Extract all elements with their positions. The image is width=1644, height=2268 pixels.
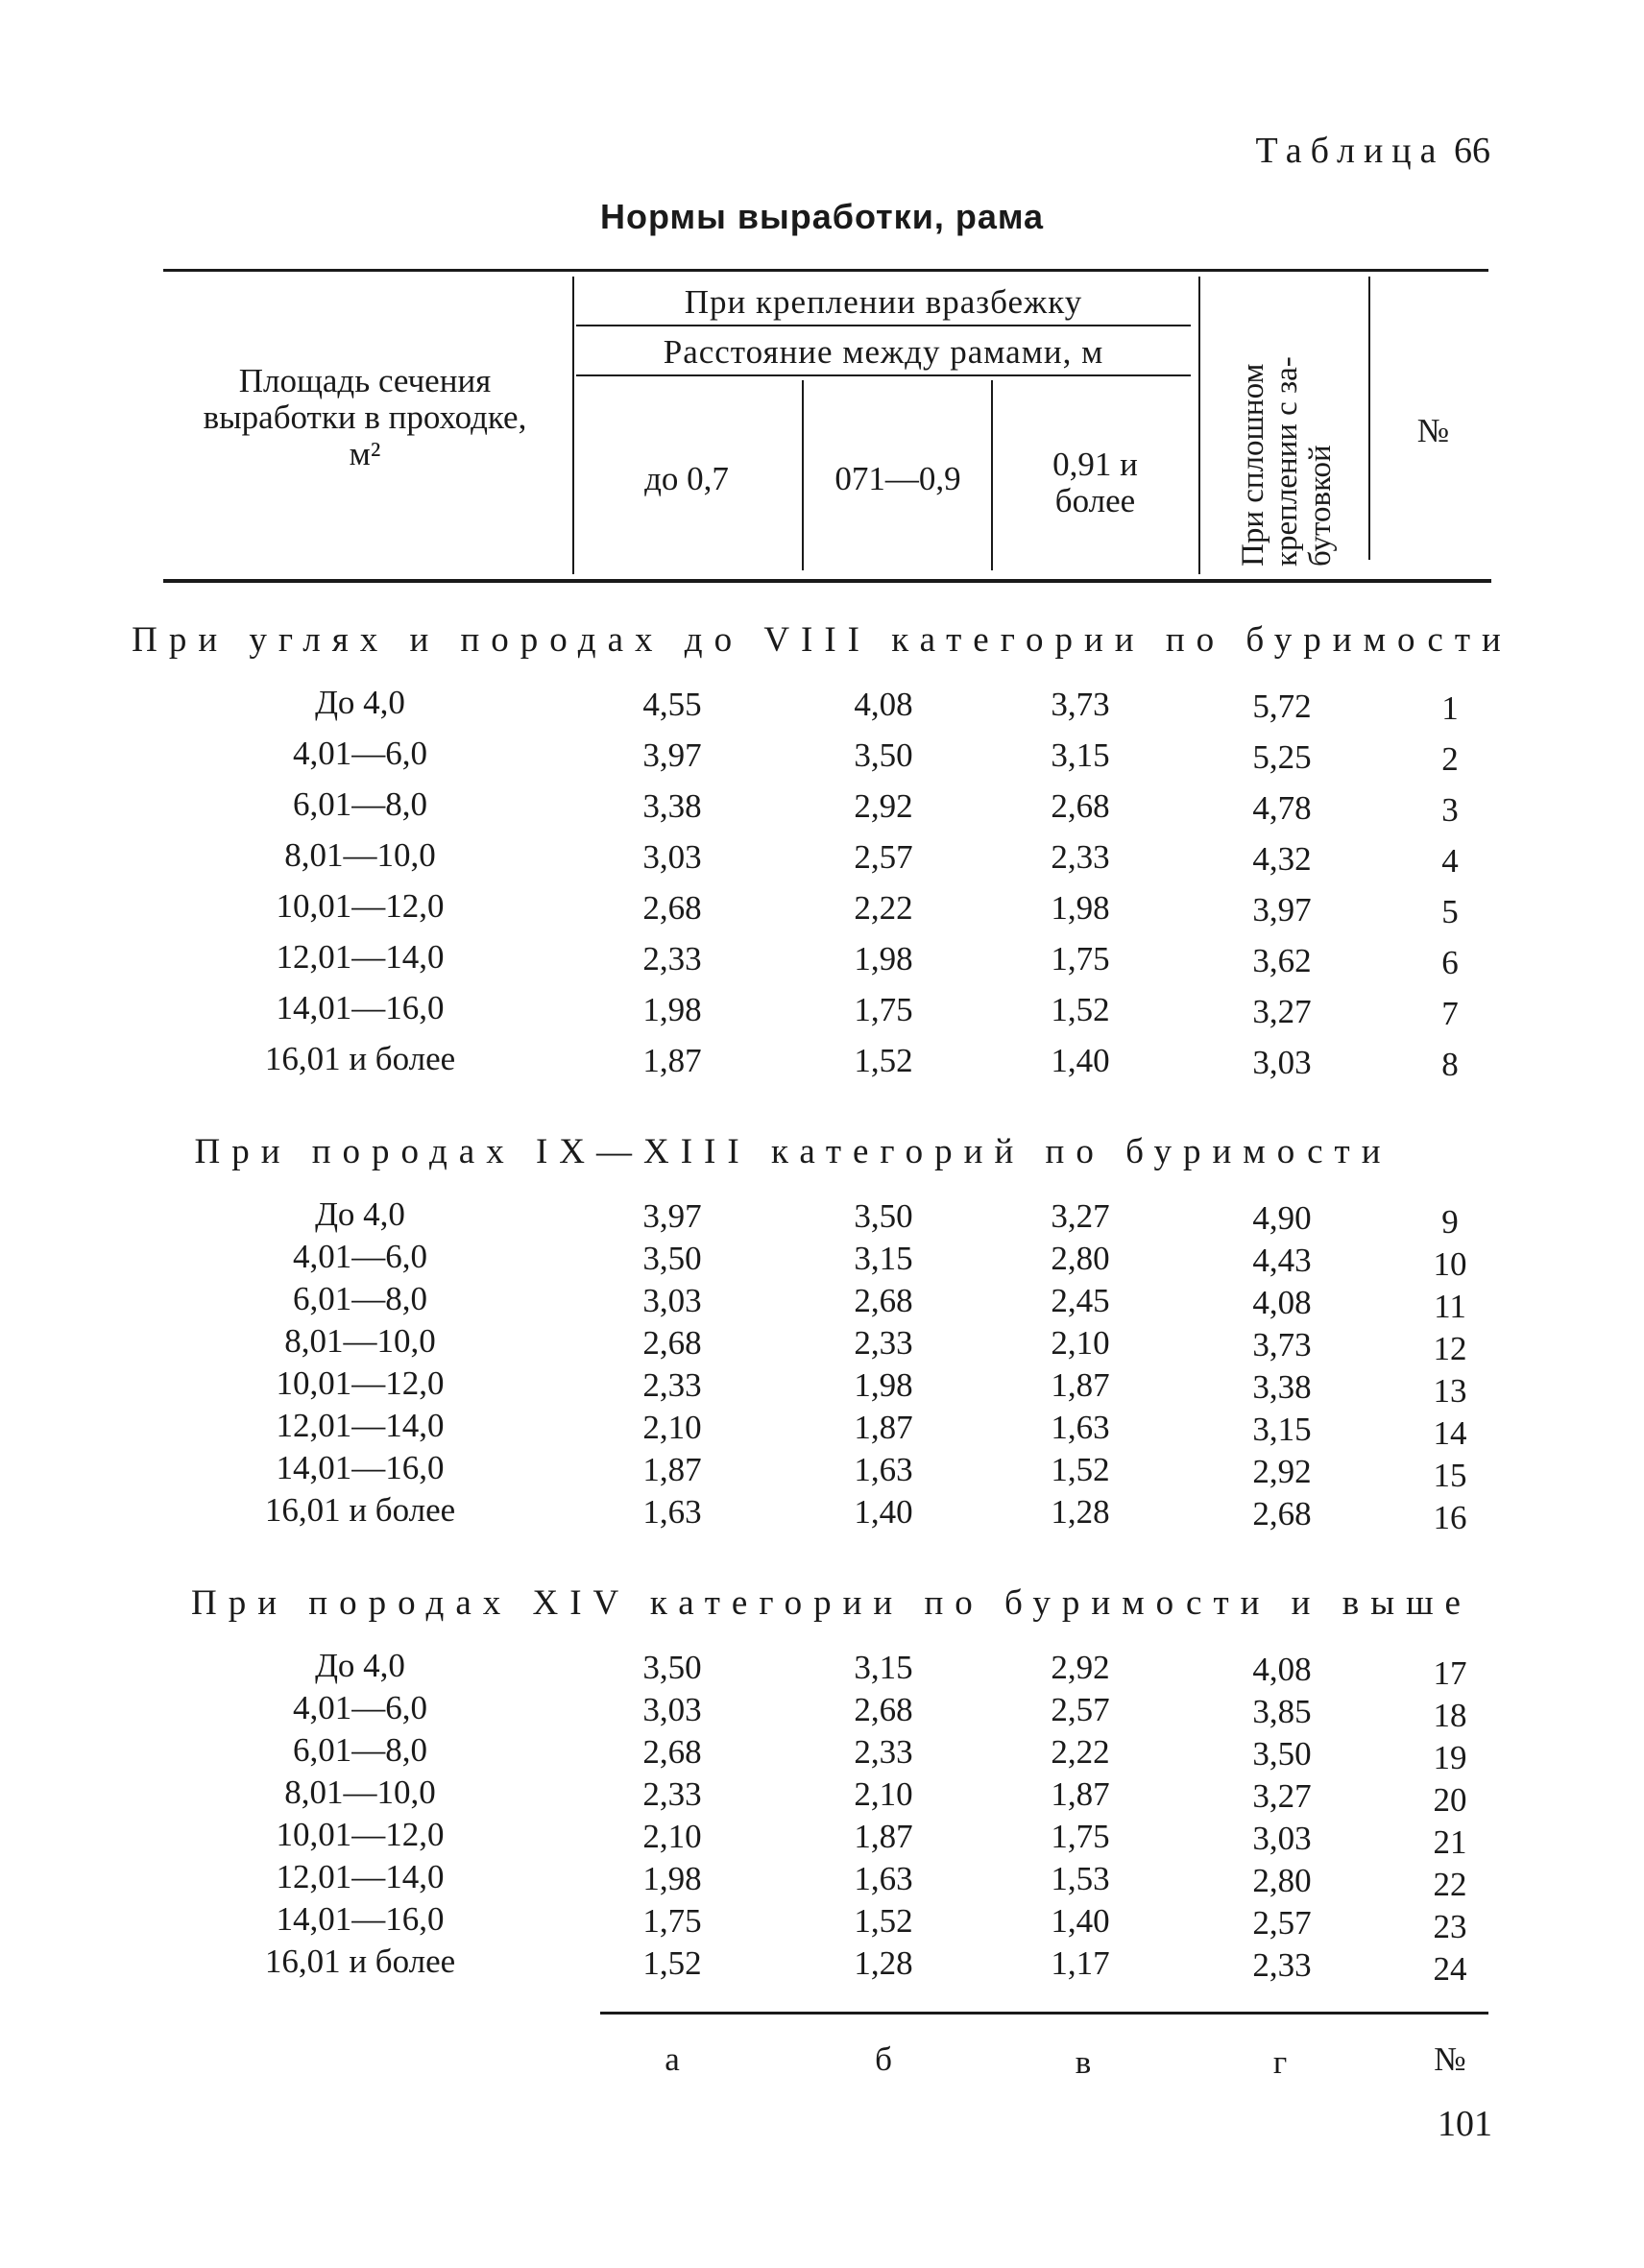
- cell-b: 3,50: [854, 736, 913, 774]
- cell-g: 4,08: [1252, 1651, 1312, 1688]
- header-col-v: [997, 446, 1194, 519]
- cell-v: 1,28: [1051, 1493, 1110, 1531]
- footer-label-a: а: [665, 2040, 680, 2078]
- section-title-3: При породах XIV категории по буримости и выше: [191, 1583, 1472, 1623]
- cell-a: 1,98: [642, 991, 702, 1028]
- cell-number: 5: [1441, 893, 1459, 930]
- cell-number: 9: [1441, 1203, 1459, 1241]
- cell-g: 3,03: [1252, 1044, 1312, 1081]
- cell-g: 4,90: [1252, 1199, 1312, 1237]
- cell-b: 1,98: [854, 940, 913, 977]
- table-label-word: Таблица: [1255, 131, 1445, 171]
- header-area-line-1: Площадь сечения: [238, 362, 492, 399]
- cell-number: 2: [1441, 740, 1459, 778]
- footer-label-v: в: [1075, 2043, 1092, 2081]
- cell-a: 1,63: [642, 1493, 702, 1531]
- cell-number: 21: [1433, 1823, 1467, 1861]
- cell-v: 1,17: [1051, 1944, 1110, 1982]
- cell-area: 12,01—14,0: [276, 1858, 445, 1895]
- cell-b: 1,52: [854, 1042, 913, 1079]
- subgroup-underline: [576, 374, 1191, 376]
- cell-g: 4,78: [1252, 789, 1312, 827]
- cell-b: 1,63: [854, 1451, 913, 1488]
- cell-a: 1,75: [642, 1902, 702, 1940]
- cell-b: 2,92: [854, 787, 913, 825]
- cell-a: 2,68: [642, 1324, 702, 1362]
- cell-g: 3,03: [1252, 1820, 1312, 1857]
- cell-area: До 4,0: [315, 684, 405, 721]
- cell-g: 3,27: [1252, 1777, 1312, 1815]
- cell-area: 14,01—16,0: [276, 1900, 445, 1938]
- cell-g: 2,80: [1252, 1862, 1312, 1899]
- cell-g: 2,33: [1252, 1946, 1312, 1984]
- cell-g: 2,92: [1252, 1453, 1312, 1490]
- cell-v: 1,98: [1051, 889, 1110, 927]
- cell-b: 1,87: [854, 1409, 913, 1446]
- cell-area: 16,01 и более: [264, 1040, 456, 1077]
- cell-b: 3,15: [854, 1649, 913, 1686]
- cell-number: 19: [1433, 1739, 1467, 1776]
- header-col-number: №: [1416, 412, 1450, 449]
- cell-g: 3,50: [1252, 1735, 1312, 1773]
- cell-area: 6,01—8,0: [293, 1280, 427, 1317]
- cell-a: 3,97: [642, 736, 702, 774]
- cell-a: 2,33: [642, 1366, 702, 1404]
- cell-g: 5,72: [1252, 688, 1312, 725]
- cell-a: 4,55: [642, 686, 702, 723]
- divider-group-end: [1198, 277, 1200, 574]
- cell-number: 20: [1433, 1781, 1467, 1819]
- table-header-bottom-rule: [163, 579, 1491, 583]
- cell-number: 15: [1433, 1457, 1467, 1494]
- divider-col-b: [991, 380, 993, 570]
- divider-number: [1368, 277, 1370, 560]
- cell-g: 3,38: [1252, 1368, 1312, 1406]
- cell-g: 3,27: [1252, 993, 1312, 1030]
- header-col-g-line-1: При сплошном: [1236, 363, 1270, 567]
- cell-v: 1,87: [1051, 1366, 1110, 1404]
- header-col-g-line-2: креплении с за-: [1269, 356, 1304, 567]
- header-group-label: При креплении вразбежку: [684, 283, 1083, 321]
- cell-g: 3,97: [1252, 891, 1312, 929]
- cell-area: 6,01—8,0: [293, 1731, 427, 1769]
- cell-v: 2,10: [1051, 1324, 1110, 1362]
- cell-area: 16,01 и более: [264, 1491, 456, 1529]
- cell-g: 4,43: [1252, 1242, 1312, 1279]
- cell-area: 16,01 и более: [264, 1942, 456, 1980]
- header-col-b: 071—0,9: [834, 460, 961, 497]
- footer-label-g: г: [1272, 2043, 1288, 2081]
- cell-a: 1,87: [642, 1451, 702, 1488]
- cell-a: 3,38: [642, 787, 702, 825]
- group-underline: [576, 325, 1191, 326]
- cell-a: 2,33: [642, 1775, 702, 1813]
- cell-v: 2,45: [1051, 1282, 1110, 1319]
- cell-a: 3,03: [642, 838, 702, 876]
- cell-number: 12: [1433, 1330, 1467, 1367]
- header-col-a: до 0,7: [644, 460, 729, 497]
- cell-g: 5,25: [1252, 738, 1312, 776]
- cell-number: 8: [1441, 1046, 1459, 1083]
- cell-number: 23: [1433, 1908, 1467, 1945]
- cell-area: 12,01—14,0: [276, 1407, 445, 1444]
- cell-number: 10: [1433, 1245, 1467, 1283]
- cell-a: 3,50: [642, 1240, 702, 1277]
- cell-a: 3,97: [642, 1197, 702, 1235]
- table-number: 66: [1454, 131, 1490, 171]
- footer-label-number: №: [1434, 2040, 1466, 2078]
- cell-area: 4,01—6,0: [293, 1689, 427, 1726]
- cell-v: 1,63: [1051, 1409, 1110, 1446]
- table-top-rule: [163, 269, 1488, 272]
- cell-g: 2,57: [1252, 1904, 1312, 1942]
- cell-v: 1,52: [1051, 991, 1110, 1028]
- cell-a: 3,03: [642, 1282, 702, 1319]
- cell-area: 6,01—8,0: [293, 785, 427, 823]
- cell-a: 2,10: [642, 1409, 702, 1446]
- cell-b: 2,68: [854, 1691, 913, 1728]
- header-area-line-3: м²: [349, 435, 381, 472]
- cell-b: 1,63: [854, 1860, 913, 1897]
- header-col-v-line-2: более: [1054, 482, 1136, 519]
- cell-v: 1,52: [1051, 1451, 1110, 1488]
- cell-a: 1,52: [642, 1944, 702, 1982]
- page-number: 101: [1438, 2104, 1492, 2144]
- footer-rule: [600, 2012, 1488, 2015]
- cell-b: 3,15: [854, 1240, 913, 1277]
- cell-number: 24: [1433, 1950, 1467, 1988]
- cell-number: 6: [1441, 944, 1459, 981]
- cell-b: 4,08: [854, 686, 913, 723]
- cell-number: 16: [1433, 1499, 1467, 1536]
- cell-number: 18: [1433, 1697, 1467, 1734]
- cell-v: 1,75: [1051, 1818, 1110, 1855]
- cell-a: 3,03: [642, 1691, 702, 1728]
- cell-v: 3,15: [1051, 736, 1110, 774]
- cell-number: 1: [1441, 689, 1459, 727]
- cell-b: 2,33: [854, 1324, 913, 1362]
- cell-area: 10,01—12,0: [276, 887, 445, 925]
- cell-number: 4: [1441, 842, 1459, 880]
- cell-b: 2,68: [854, 1282, 913, 1319]
- header-col-g-line-3: бутовкой: [1303, 445, 1338, 567]
- table-label: [1255, 130, 1490, 172]
- cell-a: 2,68: [642, 889, 702, 927]
- cell-v: 1,87: [1051, 1775, 1110, 1813]
- cell-v: 1,53: [1051, 1860, 1110, 1897]
- cell-a: 2,68: [642, 1733, 702, 1771]
- cell-area: 4,01—6,0: [293, 735, 427, 772]
- cell-a: 1,98: [642, 1860, 702, 1897]
- cell-g: 4,32: [1252, 840, 1312, 878]
- cell-area: 14,01—16,0: [276, 1449, 445, 1486]
- cell-area: 8,01—10,0: [284, 1773, 436, 1811]
- cell-v: 2,68: [1051, 787, 1110, 825]
- divider-col-a: [802, 380, 804, 570]
- cell-number: 14: [1433, 1414, 1467, 1452]
- cell-v: 1,40: [1051, 1042, 1110, 1079]
- cell-area: 14,01—16,0: [276, 989, 445, 1026]
- cell-b: 1,87: [854, 1818, 913, 1855]
- cell-b: 2,33: [854, 1733, 913, 1771]
- cell-area: До 4,0: [315, 1195, 405, 1233]
- section-title-2: При породах IX—XIII категорий по буримости: [194, 1132, 1392, 1171]
- cell-v: 3,73: [1051, 686, 1110, 723]
- cell-g: 2,68: [1252, 1495, 1312, 1532]
- cell-v: 1,75: [1051, 940, 1110, 977]
- cell-a: 2,33: [642, 940, 702, 977]
- header-area-line-2: выработки в проходке,: [203, 398, 527, 436]
- cell-g: 3,85: [1252, 1693, 1312, 1730]
- section-title-1: При углях и породах до VIII категории по буримости: [132, 620, 1512, 660]
- document-title: Нормы выработки, рама: [599, 197, 1045, 236]
- header-subgroup-label: Расстояние между рамами, м: [663, 333, 1104, 371]
- cell-b: 2,22: [854, 889, 913, 927]
- cell-v: 2,80: [1051, 1240, 1110, 1277]
- cell-b: 1,28: [854, 1944, 913, 1982]
- header-col-v-line-1: 0,91 и: [1052, 446, 1138, 483]
- footer-label-b: б: [875, 2040, 892, 2078]
- cell-area: 8,01—10,0: [284, 1322, 436, 1360]
- cell-number: 13: [1433, 1372, 1467, 1410]
- cell-b: 1,75: [854, 991, 913, 1028]
- cell-v: 2,22: [1051, 1733, 1110, 1771]
- cell-g: 3,15: [1252, 1411, 1312, 1448]
- cell-a: 1,87: [642, 1042, 702, 1079]
- cell-g: 4,08: [1252, 1284, 1312, 1321]
- cell-area: 8,01—10,0: [284, 836, 436, 874]
- cell-b: 3,50: [854, 1197, 913, 1235]
- cell-v: 2,33: [1051, 838, 1110, 876]
- cell-area: 4,01—6,0: [293, 1238, 427, 1275]
- header-col-g: [1237, 356, 1338, 567]
- cell-a: 3,50: [642, 1649, 702, 1686]
- cell-b: 2,10: [854, 1775, 913, 1813]
- cell-area: До 4,0: [315, 1647, 405, 1684]
- cell-area: 12,01—14,0: [276, 938, 445, 976]
- cell-number: 3: [1441, 791, 1459, 829]
- cell-number: 11: [1434, 1288, 1466, 1325]
- cell-v: 2,92: [1051, 1649, 1110, 1686]
- cell-number: 22: [1433, 1866, 1467, 1903]
- cell-v: 3,27: [1051, 1197, 1110, 1235]
- header-area-label: [163, 363, 567, 472]
- cell-number: 17: [1433, 1654, 1467, 1692]
- cell-b: 2,57: [854, 838, 913, 876]
- cell-b: 1,98: [854, 1366, 913, 1404]
- cell-v: 1,40: [1051, 1902, 1110, 1940]
- cell-a: 2,10: [642, 1818, 702, 1855]
- cell-v: 2,57: [1051, 1691, 1110, 1728]
- cell-b: 1,40: [854, 1493, 913, 1531]
- cell-b: 1,52: [854, 1902, 913, 1940]
- cell-g: 3,73: [1252, 1326, 1312, 1363]
- divider-area: [572, 277, 574, 574]
- cell-g: 3,62: [1252, 942, 1312, 979]
- cell-area: 10,01—12,0: [276, 1816, 445, 1853]
- cell-area: 10,01—12,0: [276, 1364, 445, 1402]
- cell-number: 7: [1441, 995, 1459, 1032]
